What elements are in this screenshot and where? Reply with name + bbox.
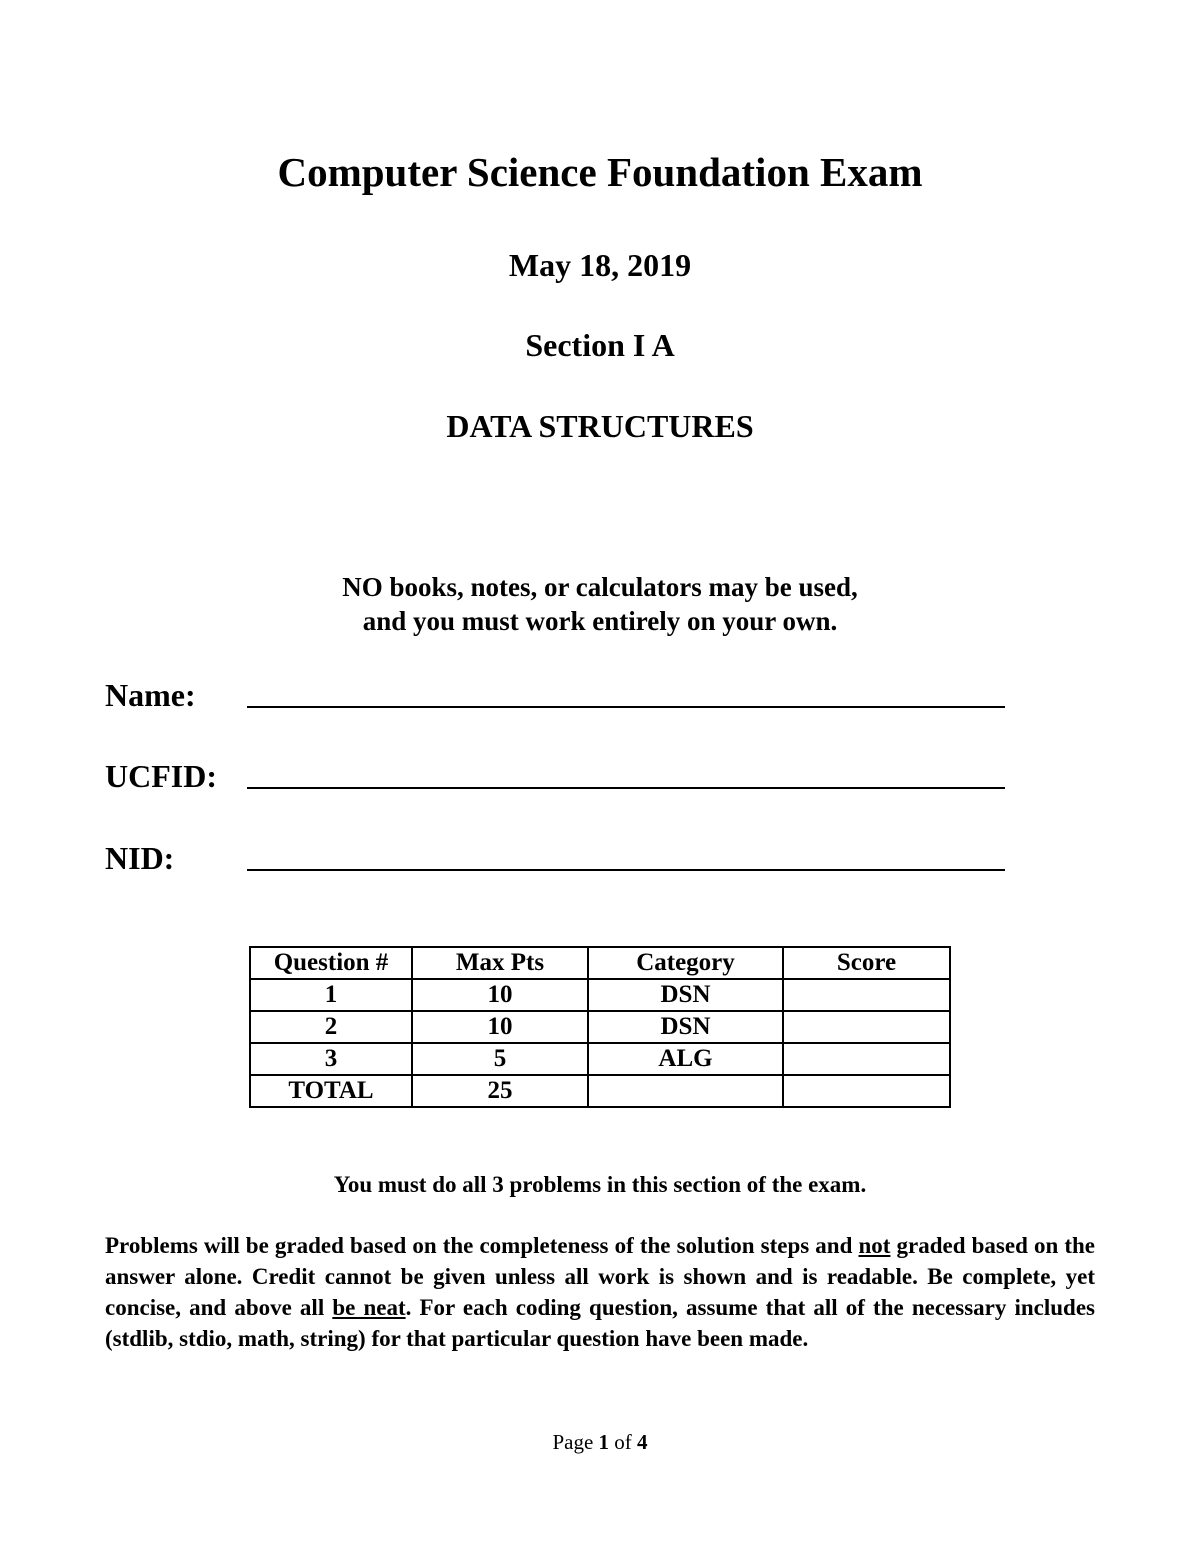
cell-score	[783, 1043, 950, 1075]
ucfid-blank-line[interactable]	[247, 787, 1005, 789]
nid-blank-line[interactable]	[247, 869, 1005, 871]
name-field	[105, 677, 196, 714]
instructions-underline-not: not	[858, 1233, 891, 1258]
page-footer	[0, 1430, 1200, 1455]
header-score: Score	[783, 947, 950, 979]
instructions-underline-be-neat: be neat	[332, 1295, 406, 1320]
page-total: 4	[637, 1430, 648, 1454]
table-row	[250, 1011, 950, 1043]
table-row	[250, 1043, 950, 1075]
exam-subject: DATA STRUCTURES	[446, 408, 754, 444]
cell-max-pts: 10	[412, 979, 588, 1011]
cell-max-pts: 10	[412, 1011, 588, 1043]
cell-score	[783, 979, 950, 1011]
cell-score	[783, 1011, 950, 1043]
instructions-part-2: graded based on the answer alone. Credit cannot be given unless all work is shown and is readable. Be complete, yet concise, and above all	[105, 1233, 1095, 1320]
cell-question: 3	[250, 1043, 412, 1075]
cell-question: 2	[250, 1011, 412, 1043]
cell-category: DSN	[588, 1011, 783, 1043]
instructions-part-3: . For each coding question, assume that all of the necessary includes (stdlib, stdio, math, string) for that particular question have been made.	[105, 1295, 1095, 1351]
cell-category: DSN	[588, 979, 783, 1011]
name-label: Name:	[105, 677, 196, 713]
score-table	[249, 946, 951, 1108]
ucfid-label: UCFID:	[105, 758, 217, 794]
cell-score	[783, 1075, 950, 1107]
exam-date: May 18, 2019	[508, 247, 692, 283]
page-current: 1	[598, 1430, 610, 1454]
cell-question: 1	[250, 979, 412, 1011]
nid-label: NID:	[105, 840, 175, 876]
must-do-notice: You must do all 3 problems in this section of the exam.	[333, 1172, 867, 1197]
cell-max-pts: 25	[412, 1075, 588, 1107]
exam-title: Computer Science Foundation Exam	[277, 149, 923, 195]
header-max-pts: Max Pts	[412, 947, 588, 979]
ucfid-field	[105, 758, 217, 795]
of-word: of	[614, 1430, 632, 1454]
nid-field	[105, 840, 174, 877]
header-question: Question #	[250, 947, 412, 979]
cell-question: TOTAL	[250, 1075, 412, 1107]
rules-line-2: and you must work entirely on your own.	[362, 606, 838, 636]
cell-category: ALG	[588, 1043, 783, 1075]
grading-instructions	[105, 1230, 1095, 1354]
table-row	[250, 979, 950, 1011]
rules-line-1: NO books, notes, or calculators may be used,	[342, 572, 858, 602]
instructions-part-1: Problems will be graded based on the completeness of the solution steps and	[105, 1233, 859, 1258]
table-row-total	[250, 1075, 950, 1107]
cell-category	[588, 1075, 783, 1107]
table-header-row	[250, 947, 950, 979]
exam-section: Section I A	[525, 327, 675, 363]
header-category: Category	[588, 947, 783, 979]
name-blank-line[interactable]	[247, 706, 1005, 708]
page-word: Page	[552, 1430, 594, 1454]
cell-max-pts: 5	[412, 1043, 588, 1075]
